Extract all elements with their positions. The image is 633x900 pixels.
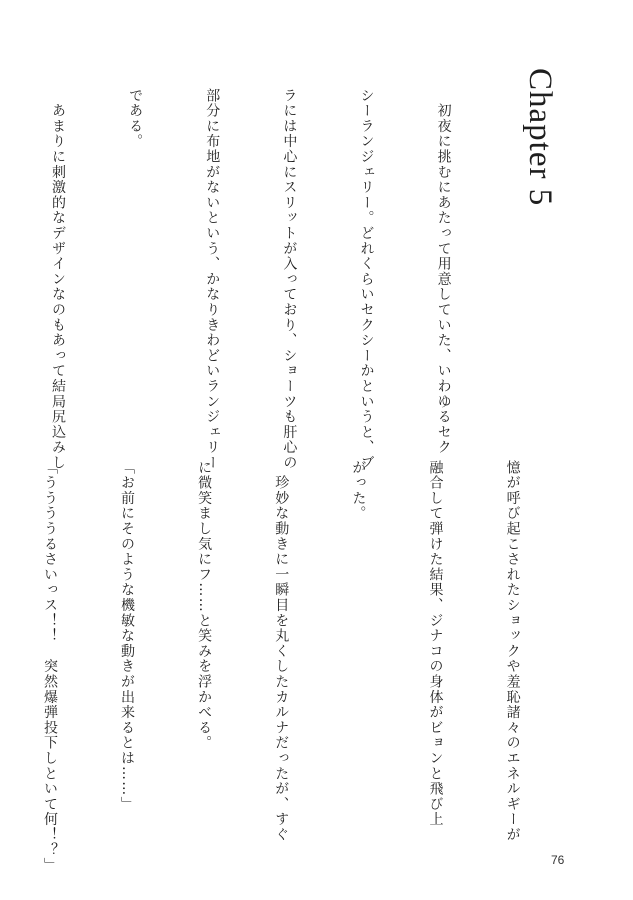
text-line: に微笑まし気にフ……と笑みを浮かべる。	[196, 460, 213, 751]
text-line: 「お前にそのような機敏な動きが出来るとは……」	[119, 460, 136, 812]
text-line: 憶が呼び起こされたショックや羞恥諸々のエネルギーが	[504, 460, 521, 843]
upper-text-block	[50, 88, 507, 471]
chapter-title: Chapter 5	[522, 68, 558, 207]
text-line: 部分に布地がないという、かなりきわどいランジェリー	[204, 88, 221, 471]
text-line: あまりに刺激的なデザインなのもあって結局尻込みし	[50, 88, 67, 471]
lower-text-block	[41, 460, 576, 874]
text-line: 融合して弾けた結果、ジナコの身体がビョンと飛び上	[427, 460, 444, 828]
text-line: 初夜に挑むにあたって用意していた、いわゆるセク	[435, 88, 452, 456]
text-line: ラには中心にスリットが入っており、ショーツも肝心の	[281, 88, 298, 471]
text-line: シーランジェリー。どれくらいセクシーかというと、ブ	[358, 88, 375, 471]
text-line: である。	[127, 88, 144, 150]
text-line: 「ううううるさいっス！！ 突然爆弾投下しといて何！？」	[41, 460, 58, 874]
text-line: がった。	[350, 460, 367, 522]
text-line: 珍妙な動きに一瞬目を丸くしたカルナだったが、すぐ	[273, 460, 290, 843]
page-number: 76	[551, 853, 565, 867]
